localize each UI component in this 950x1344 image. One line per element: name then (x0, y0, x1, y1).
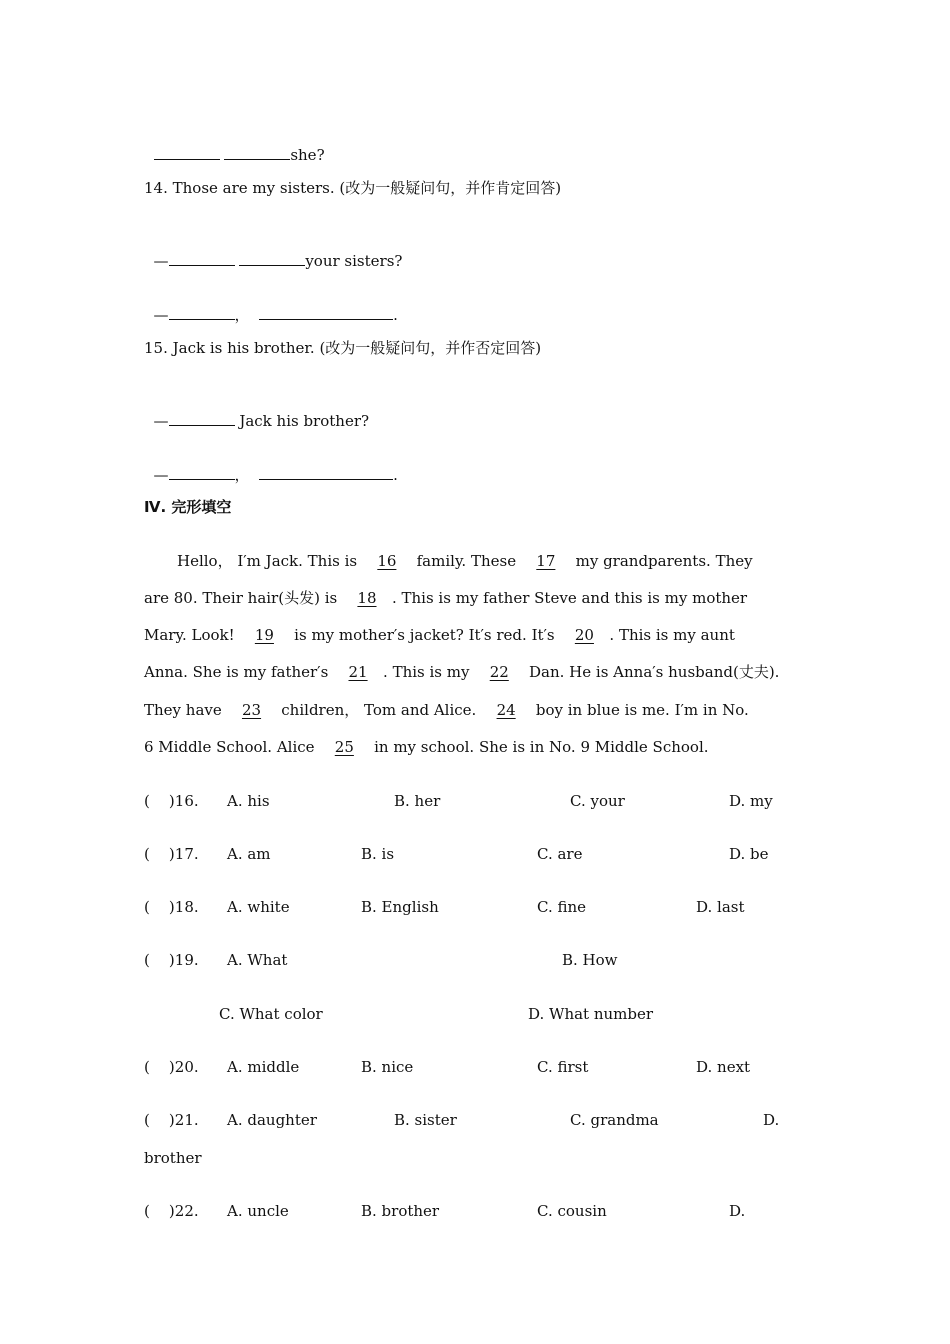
blank-25[interactable]: 25 (334, 738, 354, 756)
q14-answer-line (144, 285, 398, 325)
q21-option-d-text[interactable]: brother (144, 1149, 202, 1167)
q15-comma: ， (234, 466, 250, 484)
q14-blank-2[interactable] (239, 251, 305, 266)
q15-answer-blank-2[interactable] (259, 465, 393, 480)
q20-option-a[interactable]: A. middle (227, 1058, 300, 1076)
q21-option-b[interactable]: B. sister (394, 1111, 457, 1129)
q17-option-d[interactable]: D. be (729, 845, 769, 863)
q17-number[interactable]: ( )17. (144, 845, 199, 863)
q14-comma: ， (234, 306, 250, 324)
q14-tail: your sisters? (305, 252, 403, 270)
q15-answer-blank-1[interactable] (169, 465, 235, 480)
passage-text: Dan. He is Anna′s husband(丈夫). (524, 663, 780, 681)
q21-number[interactable]: ( )21. (144, 1111, 199, 1129)
blank-20[interactable]: 20 (574, 626, 594, 644)
q17-option-b[interactable]: B. is (361, 845, 395, 863)
passage-text: family. These (411, 552, 521, 570)
q17-option-c[interactable]: C. are (537, 845, 583, 863)
q15-answer-dash: — (153, 466, 169, 484)
passage-text: my grandparents. They (570, 552, 753, 570)
blank-19[interactable]: 19 (254, 626, 274, 644)
q22-number[interactable]: ( )22. (144, 1202, 199, 1220)
q18-option-a[interactable]: A. white (227, 898, 290, 916)
passage-line-3 (144, 625, 808, 645)
passage-text: . This is my father Steve and this is my mother (391, 589, 748, 607)
q20-option-b[interactable]: B. nice (361, 1058, 414, 1076)
q22-option-c[interactable]: C. cousin (537, 1202, 607, 1220)
q19-option-b[interactable]: B. How (562, 951, 618, 969)
passage-text: is my mother′s jacket? It′s red. It′s (289, 626, 560, 644)
q18-number[interactable]: ( )18. (144, 898, 199, 916)
q15-prompt: 15. Jack is his brother. (改为一般疑问句，并作否定回答) (144, 339, 542, 357)
q17-option-a[interactable]: A. am (227, 845, 271, 863)
passage-text: . This is my (383, 663, 475, 681)
q14-answer-blank-2[interactable] (259, 305, 393, 320)
q16-option-c[interactable]: C. your (570, 792, 625, 810)
q19-number[interactable]: ( )19. (144, 951, 199, 969)
passage-text: in my school. She is in No. 9 Middle School. (369, 738, 709, 756)
passage-text: 6 Middle School. Alice (144, 738, 320, 756)
q15-blank-1[interactable] (169, 411, 235, 426)
q14-dash: — (153, 252, 169, 270)
passage-line-5 (144, 700, 808, 720)
q15-dash: — (153, 412, 169, 430)
q14-period: . (393, 306, 398, 324)
blank-21[interactable]: 21 (348, 663, 368, 681)
q20-number[interactable]: ( )20. (144, 1058, 199, 1076)
q20-option-c[interactable]: C. first (537, 1058, 589, 1076)
passage-text: Hello， I′m Jack. This is (177, 552, 362, 570)
blank-24[interactable]: 24 (496, 701, 516, 719)
q22-option-b[interactable]: B. brother (361, 1202, 440, 1220)
q13-tail: she? (290, 146, 325, 164)
q14-blank-1[interactable] (169, 251, 235, 266)
passage-text: children， Tom and Alice. (276, 701, 482, 719)
blank-18[interactable]: 18 (357, 589, 377, 607)
q15-period: . (393, 466, 398, 484)
q15-tail: Jack his brother? (234, 412, 370, 430)
passage-line-6 (144, 737, 808, 757)
q16-number[interactable]: ( )16. (144, 792, 199, 810)
q15-question-line (144, 391, 369, 431)
section-title: Ⅳ. 完形填空 (144, 498, 232, 516)
q13-blank-2[interactable] (224, 145, 290, 160)
q19-option-d[interactable]: D. What number (528, 1005, 654, 1023)
passage-line-4 (144, 662, 808, 682)
q18-option-d[interactable]: D. last (696, 898, 745, 916)
passage-line-1 (177, 551, 808, 571)
q22-option-d[interactable]: D. (729, 1202, 746, 1220)
q13-blank-1[interactable] (154, 145, 220, 160)
q13-answer-line (144, 125, 325, 165)
q18-option-c[interactable]: C. fine (537, 898, 587, 916)
q21-option-c[interactable]: C. grandma (570, 1111, 659, 1129)
q16-option-b[interactable]: B. her (394, 792, 441, 810)
blank-17[interactable]: 17 (536, 552, 556, 570)
q14-answer-dash: — (153, 306, 169, 324)
passage-text: Mary. Look! (144, 626, 240, 644)
q22-option-a[interactable]: A. uncle (227, 1202, 289, 1220)
q20-option-d[interactable]: D. next (696, 1058, 751, 1076)
q19-option-a[interactable]: A. What (227, 951, 288, 969)
q14-answer-blank-1[interactable] (169, 305, 235, 320)
q15-answer-line (144, 445, 398, 485)
blank-22[interactable]: 22 (489, 663, 509, 681)
q21-option-d[interactable]: D. (763, 1111, 780, 1129)
passage-line-2 (144, 588, 808, 608)
q16-option-a[interactable]: A. his (227, 792, 270, 810)
passage-text: . This is my aunt (609, 626, 735, 644)
q21-option-a[interactable]: A. daughter (227, 1111, 317, 1129)
q14-prompt: 14. Those are my sisters. (改为一般疑问句，并作肯定回答) (144, 179, 562, 197)
passage-text: Anna. She is my father′s (144, 663, 334, 681)
q18-option-b[interactable]: B. English (361, 898, 439, 916)
q16-option-d[interactable]: D. my (729, 792, 773, 810)
passage-text: are 80. Their hair(头发) is (144, 589, 342, 607)
q14-question-line (144, 231, 402, 271)
passage-text: They have (144, 701, 227, 719)
blank-23[interactable]: 23 (241, 701, 262, 719)
q19-option-c[interactable]: C. What color (219, 1005, 323, 1023)
blank-16[interactable]: 16 (377, 552, 397, 570)
passage-text: boy in blue is me. I′m in No. (531, 701, 749, 719)
